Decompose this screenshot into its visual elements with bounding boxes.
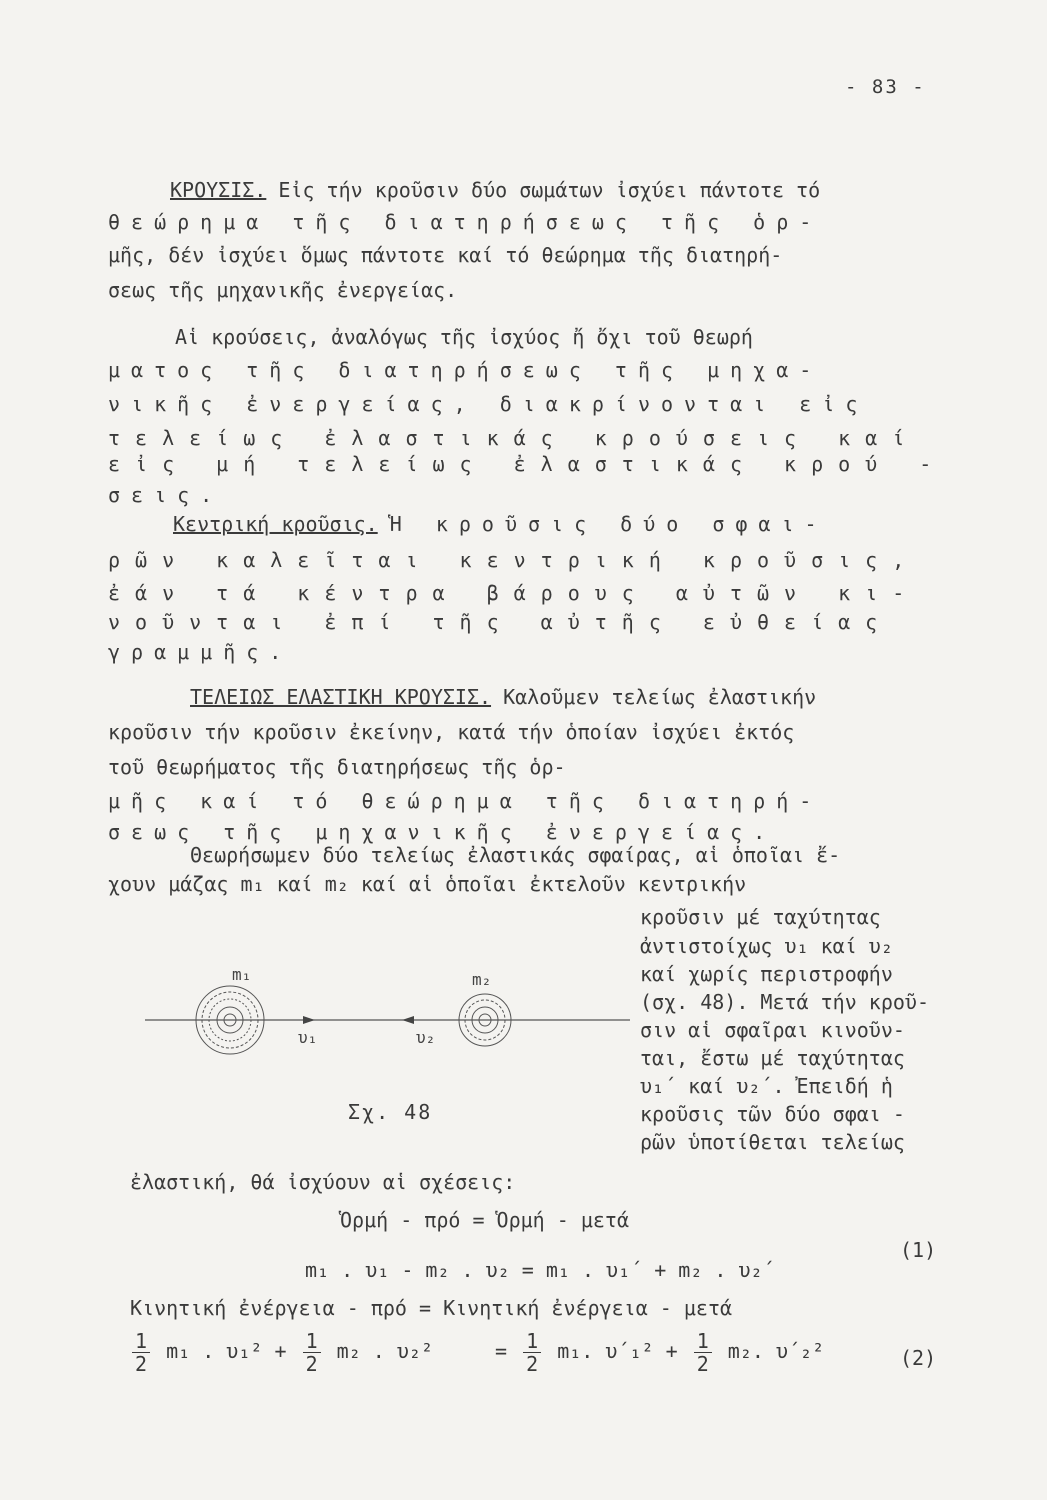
eq2-term-3: m₁. υ΄₁² <box>557 1339 654 1363</box>
p5-line-6: (σχ. 48). Μετά τήν κροῦ- <box>640 990 929 1014</box>
eq2-plus-1: + <box>274 1339 287 1363</box>
p5-line-8: ται, ἔστω μέ ταχύτητας <box>640 1046 905 1070</box>
p2-line-4: τελείως ἐλαστικάς κρούσεις καί <box>108 426 920 450</box>
p5-line-3: κροῦσιν μέ ταχύτητας <box>640 905 881 929</box>
p4-line-1 <box>190 685 816 709</box>
arrow-left-icon <box>402 1016 414 1024</box>
p1-text-1: Εἰς τήν κροῦσιν δύο σωμάτων ἰσχύει πάντοτε τό <box>278 178 821 202</box>
collision-diagram <box>140 965 640 1085</box>
p1-line-4: σεως τῆς μηχανικῆς ἐνεργείας. <box>108 278 458 302</box>
p1-line-1 <box>170 178 820 202</box>
p3-line-4: νοῦνται ἐπί τῆς αὐτῆς εὐθείας <box>108 610 893 634</box>
eq1-words: Ὁρμή - πρό = Ὁρμή - μετά <box>340 1208 629 1232</box>
p4-line-4: μῆς καί τό θεώρημα τῆς διατηρή- <box>108 789 823 813</box>
eq2-term-2: m₂ . υ₂² <box>336 1339 433 1363</box>
eq2-words: Κινητική ἐνέργεια - πρό = Κινητική ἐνέργεια - μετά <box>130 1296 733 1320</box>
fraction-half-4: $\frac{1}{2}$ <box>694 1330 712 1375</box>
eq2-term-4: m₂. υ΄₂² <box>727 1339 825 1363</box>
fraction-half-3: $\frac{1}{2}$ <box>523 1330 541 1375</box>
section-heading-kentriki: Κεντρική κροῦσις. <box>173 512 378 536</box>
eq1-formula: m₁ . υ₁ - m₂ . υ₂ = m₁ . υ₁΄ + m₂ . υ₂΄ <box>305 1258 775 1282</box>
section-heading-teleios: ΤΕΛΕΙΩΣ ΕΛΑΣΤΙΚΗ ΚΡΟΥΣΙΣ. <box>190 685 492 709</box>
p4-line-5: σεως τῆς μηχανικῆς ἐνεργείας. <box>108 820 777 844</box>
fraction-half-2: $\frac{1}{2}$ <box>303 1330 321 1375</box>
p2-line-1: Αἱ κρούσεις, ἀναλόγως τῆς ἰσχύος ἤ ὄχι τοῦ θεωρή <box>175 325 753 349</box>
p5-line-9: υ₁΄ καί υ₂΄. Ἐπειδή ἡ <box>640 1074 893 1098</box>
p5-line-1: Θεωρήσωμεν δύο τελείως ἐλαστικάς σφαίρας, αἱ ὁποῖαι ἔ- <box>190 843 841 867</box>
fraction-half-1: $\frac{1}{2}$ <box>132 1330 150 1375</box>
figure-caption: Σχ. 48 <box>348 1100 433 1124</box>
p3-text-1: Ἡ κροῦσις δύο σφαι- <box>389 512 828 536</box>
p5-line-2: χουν μάζας m₁ καί m₂ καί αἱ ὁποῖαι ἐκτελοῦν κεντρικήν <box>108 872 747 896</box>
label-v1: υ₁ <box>298 1028 318 1047</box>
label-m1: m₁ <box>232 965 252 984</box>
p2-line-3: νικῆς ἐνεργείας, διακρίνονται εἰς <box>108 392 869 416</box>
label-m2: m₂ <box>472 970 492 989</box>
p3-line-2: ρῶν καλεῖται κεντρική κροῦσις, <box>108 548 920 572</box>
p1-line-3: μῆς, δέν ἰσχύει ὅμως πάντοτε καί τό θεώρημα τῆς διατηρή- <box>108 243 783 267</box>
p2-line-5: εἰς μή τελείως ἐλαστικάς κρού - <box>108 452 947 476</box>
p3-line-5: γραμμῆς. <box>108 640 293 664</box>
p4-text-1: Καλοῦμεν τελείως ἐλαστικήν <box>503 685 817 709</box>
eq2-equals: = <box>495 1339 508 1363</box>
p5-line-11: ρῶν ὑποτίθεται τελείως <box>640 1130 905 1154</box>
page-number: - 83 - <box>845 76 926 98</box>
p2-line-2: ματος τῆς διατηρήσεως τῆς μηχα- <box>108 358 823 382</box>
p5-line-12: ἐλαστική, θά ἰσχύουν αἱ σχέσεις: <box>130 1170 516 1194</box>
p5-line-4: ἀντιστοίχως υ₁ καί υ₂ <box>640 934 893 958</box>
label-v2: υ₂ <box>416 1028 436 1047</box>
section-heading-krousis: ΚΡΟΥΣΙΣ. <box>170 178 267 202</box>
p3-line-3: ἐάν τά κέντρα βάρους αὐτῶν κι- <box>108 581 920 605</box>
p2-line-6: σεις. <box>108 483 224 507</box>
p5-line-10: κροῦσις τῶν δύο σφαι - <box>640 1102 905 1126</box>
p3-line-1 <box>173 512 828 536</box>
eq2-term-1: m₁ . υ₁² <box>166 1339 263 1363</box>
p4-line-2: κροῦσιν τήν κροῦσιν ἐκείνην, κατά τήν ὁποίαν ἰσχύει ἐκτός <box>108 720 795 744</box>
eq2-formula <box>128 1330 824 1375</box>
eq1-number: (1) <box>900 1238 937 1262</box>
p4-line-3: τοῦ θεωρήματος τῆς διατηρήσεως τῆς ὁρ- <box>108 755 566 779</box>
eq2-number: (2) <box>900 1346 937 1370</box>
eq2-plus-2: + <box>665 1339 678 1363</box>
p1-line-2: θεώρημα τῆς διατηρήσεως τῆς ὁρ- <box>108 210 823 234</box>
figure-48 <box>140 965 640 1085</box>
p5-line-5: καί χωρίς περιστροφήν <box>640 962 893 986</box>
p5-line-7: σιν αἱ σφαῖραι κινοῦν- <box>640 1018 905 1042</box>
arrow-right-icon <box>303 1016 315 1024</box>
